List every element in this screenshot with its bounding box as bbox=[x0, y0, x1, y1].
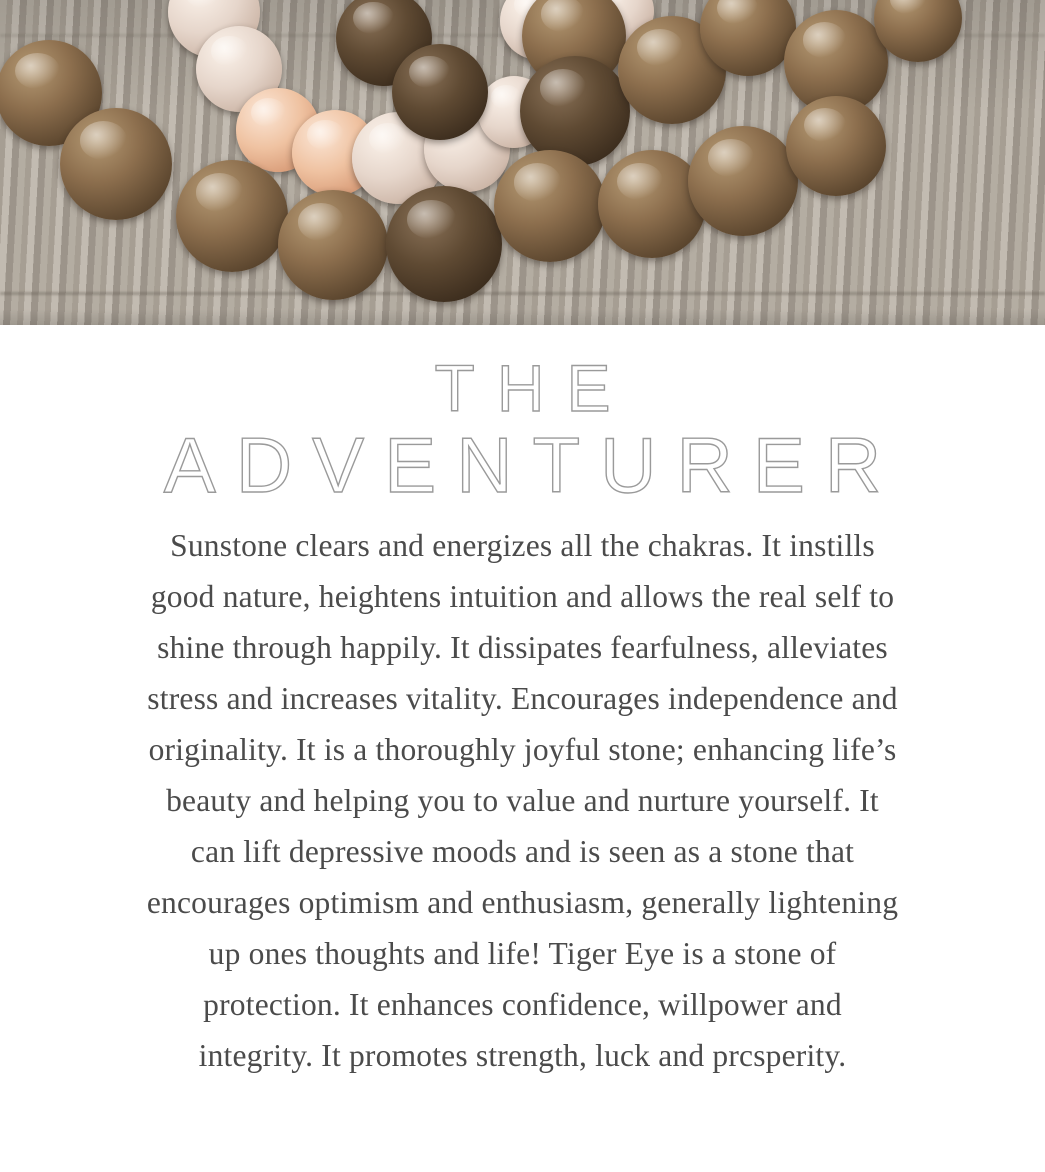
bead bbox=[386, 186, 502, 302]
plank-seam bbox=[0, 292, 1045, 295]
title-line-2: ADVENTURER bbox=[163, 421, 902, 510]
photo-bottom-shadow bbox=[0, 309, 1045, 325]
description-paragraph: Sunstone clears and energizes all the chakras. It instills good nature, heightens intuition and allows the real self to shine through happily. It dissipates fearfulness, alleviates stress and increases vitality. Encourages independence and originality. It is a thoroughly joyful stone; enhancing life’s beauty and helping you to value and nurture yourself. It can lift depressive moods and is seen as a stone that encourages optimism and enthusiasm, generally lightening up ones thoughts and life! Tiger Eye is a stone of protection. It enhances confidence, willpower and integrity. It promotes strength, luck and prcsperity. bbox=[146, 527, 899, 1073]
bead bbox=[520, 56, 630, 166]
bead bbox=[494, 150, 606, 262]
bead bbox=[176, 160, 288, 272]
bead bbox=[786, 96, 886, 196]
bead bbox=[278, 190, 388, 300]
bead bbox=[688, 126, 798, 236]
page-title bbox=[0, 351, 1045, 510]
hero-photo bbox=[0, 0, 1045, 325]
title-line-1: THE bbox=[434, 351, 633, 425]
bead bbox=[392, 44, 488, 140]
bead bbox=[60, 108, 172, 220]
article-content bbox=[0, 325, 1045, 1081]
